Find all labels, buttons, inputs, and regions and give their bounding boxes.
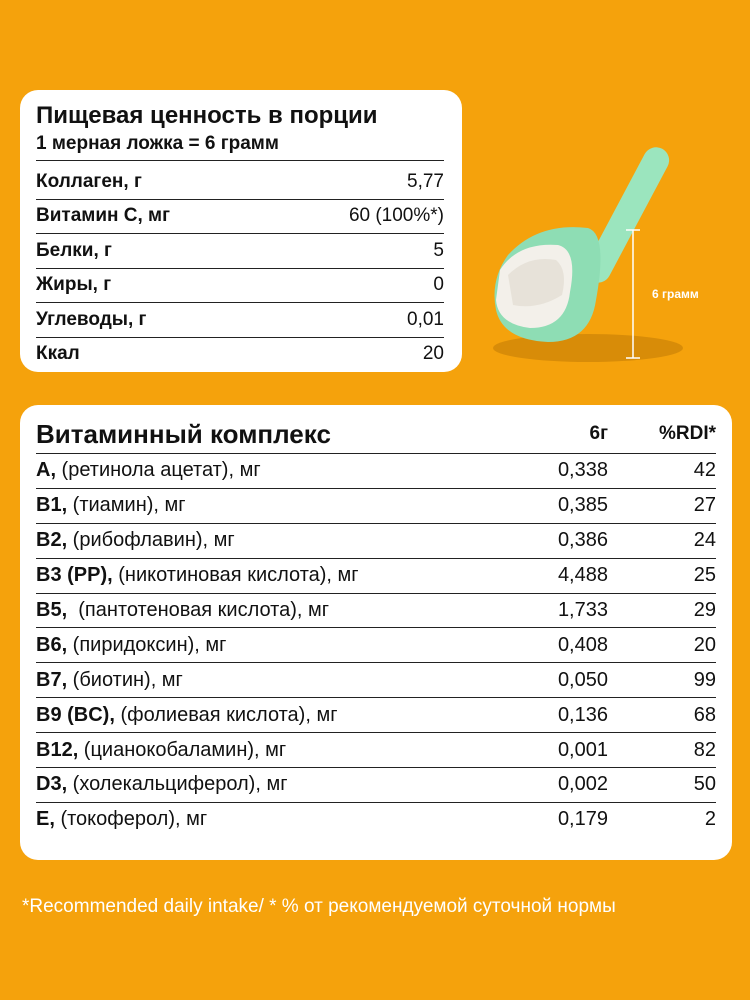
vitamin-name [36,808,508,831]
vitamin-name [36,494,508,517]
nutrition-row-value: 60 (100%*) [348,205,444,227]
vitamin-description: (холекальциферол), мг [67,773,288,796]
vitamin-name [36,529,508,552]
vitamin-code: B7, [36,668,68,691]
vitamin-row [36,803,716,837]
vitamin-rdi: 27 [693,494,716,517]
vitamin-description: (пантотеновая кислота), мг [67,599,330,621]
vitamin-rdi: 50 [693,773,716,796]
vitamin-description: (фолиевая кислота), мг [114,703,338,726]
vitamin-row [36,768,716,803]
nutrition-row-value: 0,01 [407,308,444,330]
nutrition-subtitle: 1 мерная ложка = 6 грамм [36,132,444,161]
nutrition-row-label: Углеводы, г [36,308,147,330]
vitamin-rdi: 24 [693,529,716,552]
nutrition-row [36,200,444,235]
vitamin-rdi: 42 [693,459,716,482]
nutrition-card [20,90,462,372]
vitamin-name [36,564,508,587]
vitamin-code: A, [36,459,56,482]
vitamin-name [36,459,508,482]
nutrition-row-value: 5,77 [407,170,444,192]
vitamin-description: (ретинола ацетат), мг [56,459,261,482]
vitamin-description: (рибофлавин), мг [67,529,235,552]
vitamin-rdi: 29 [693,599,716,621]
vitamin-weight: 0,050 [557,668,608,691]
vitamin-code: B6, [36,633,68,656]
nutrition-row [36,234,444,269]
vitamin-name [36,669,508,692]
footnote: *Recommended daily intake/ * % от рекомендуемой суточной нормы [22,896,616,917]
vitamin-name [36,704,508,727]
vitamin-weight: 1,733 [557,599,608,621]
vitamin-name [36,773,508,796]
vitamin-description: (токоферол), мг [54,808,208,831]
vitamin-rdi: 82 [693,738,716,761]
vitamin-code: B1, [36,494,68,517]
vitamin-description: (биотин), мг [67,668,183,691]
nutrition-row-label: Коллаген, г [36,170,142,192]
vitamin-name [36,739,508,762]
nutrition-row-value: 0 [433,274,444,296]
nutrition-rows [36,165,444,371]
vitamin-complex-card [20,405,732,860]
vitamin-description: (цианокобаламин), мг [78,738,287,761]
nutrition-row [36,338,444,372]
vitamin-code: B9 (BC), [36,703,115,726]
vitamin-code: E, [36,808,55,831]
vitamin-rdi: 20 [693,633,716,656]
vitamin-weight: 0,386 [557,529,608,552]
vitamin-code: D3, [36,773,68,796]
vitamin-table-header [36,415,716,454]
nutrition-row [36,269,444,304]
vitamin-weight: 0,338 [557,459,608,482]
vitamin-rows [36,454,716,837]
vitamin-description: (тиамин), мг [67,494,186,517]
vitamin-weight: 0,001 [557,738,608,761]
nutrition-row-value: 5 [433,239,444,261]
nutrition-row-label: Белки, г [36,239,112,261]
weight-column-header: 6г [589,423,608,444]
nutrition-row-label: Жиры, г [36,274,112,296]
nutrition-row-label: Витамин С, мг [36,205,171,227]
vitamin-rdi: 99 [693,668,716,691]
scoop-gram-label: 6 грамм [652,287,699,301]
vitamin-row [36,733,716,768]
vitamin-row [36,698,716,733]
rdi-column-header: %RDI* [658,423,716,444]
nutrition-row-label: Ккал [36,343,80,365]
vitamin-weight: 0,408 [557,633,608,656]
vitamin-weight: 0,002 [557,773,608,796]
vitamin-row [36,628,716,663]
vitamin-rdi: 25 [693,564,716,587]
vitamin-code: B3 (PP), [36,564,113,587]
vitamin-row [36,663,716,698]
vitamin-description: (никотиновая кислота), мг [112,564,359,587]
measuring-scoop-illustration [478,110,738,380]
vitamin-row [36,594,716,629]
nutrition-row-value: 20 [422,343,444,365]
vitamin-code: B5, [36,599,68,621]
vitamin-weight: 0,136 [557,703,608,726]
vitamin-description: (пиридоксин), мг [67,633,227,656]
vitamin-name [36,599,508,622]
vitamin-weight: 0,385 [557,494,608,517]
nutrition-row [36,165,444,200]
vitamin-name [36,634,508,657]
vitamin-row [36,454,716,489]
vitamin-row [36,524,716,559]
vitamin-rdi: 2 [704,808,716,831]
vitamin-row [36,559,716,594]
vitamin-rdi: 68 [693,703,716,726]
nutrition-title: Пищевая ценность в порции [36,102,378,129]
nutrition-row [36,303,444,338]
vitamin-weight: 0,179 [557,808,608,831]
vitamin-row [36,489,716,524]
vitamin-weight: 4,488 [557,564,608,587]
vitamin-code: B12, [36,738,79,761]
vitamin-code: B2, [36,529,68,552]
vitamin-table-title: Витаминный комплекс [36,418,331,449]
